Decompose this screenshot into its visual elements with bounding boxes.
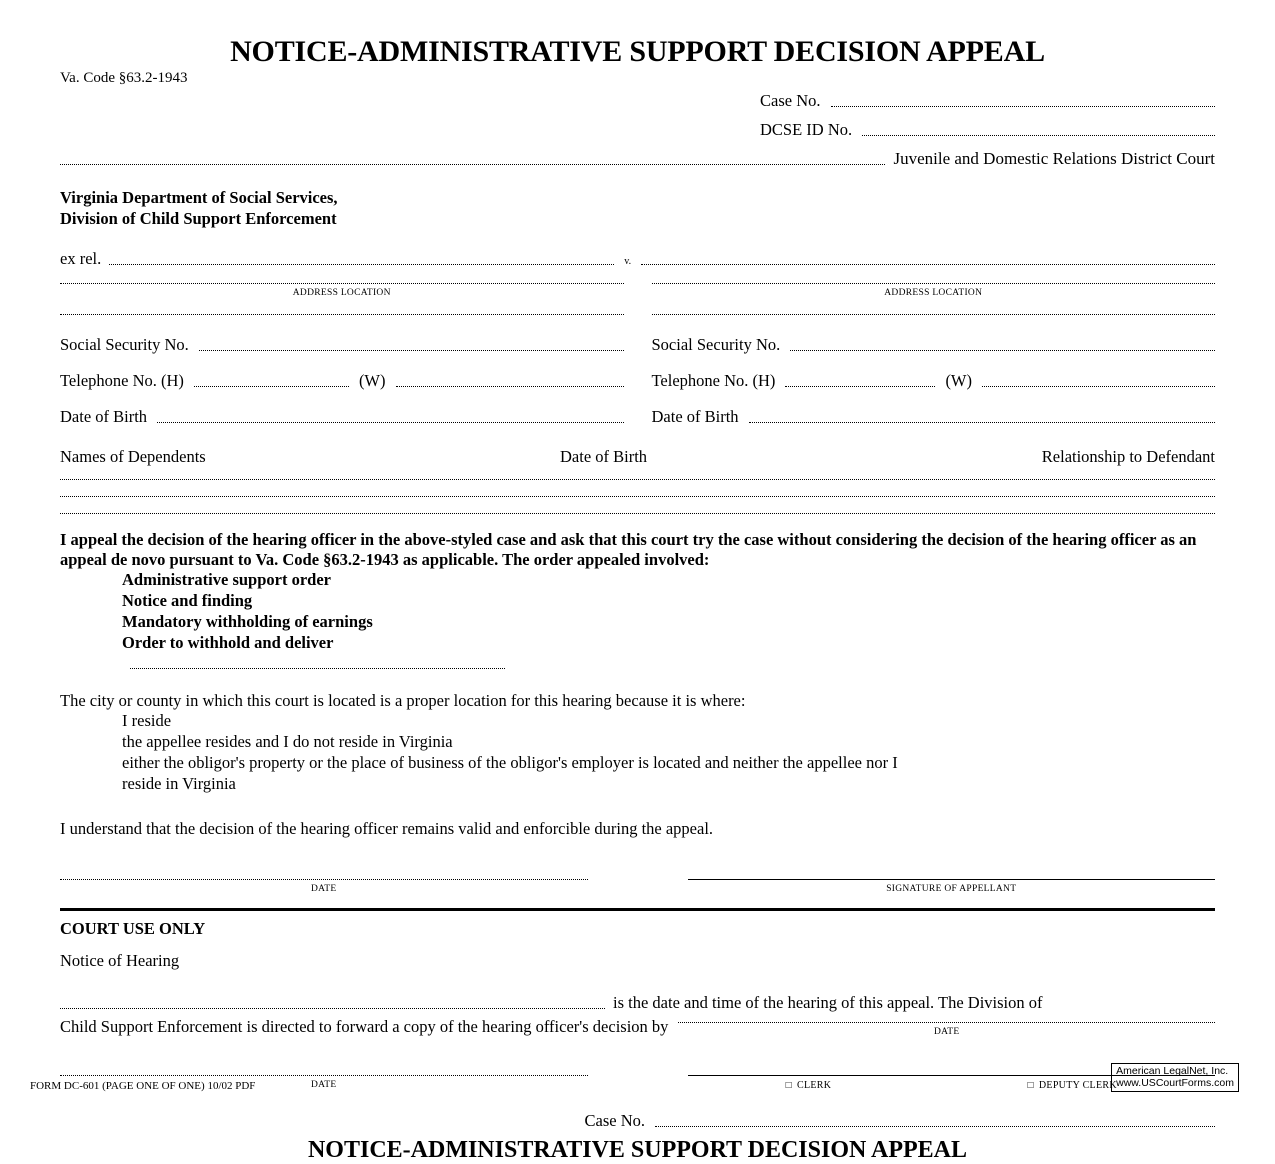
appeal-option-order-to-withhold[interactable]: Order to withhold and deliver bbox=[122, 632, 334, 652]
plaintiff-work-label: (W) bbox=[358, 370, 386, 390]
plaintiff-dob-label: Date of Birth bbox=[60, 406, 148, 426]
bottom-case-no-input[interactable] bbox=[655, 1126, 1215, 1127]
plaintiff-dob-input[interactable] bbox=[157, 422, 623, 423]
defendant-telephone-field bbox=[652, 371, 1216, 391]
plaintiff-telephone-label: Telephone No. (H) bbox=[60, 370, 184, 390]
dcse-id-label: DCSE ID No. bbox=[760, 119, 853, 139]
clerk-label: CLERK bbox=[796, 1079, 832, 1091]
agency-line-1: Virginia Department of Social Services, bbox=[60, 187, 338, 207]
dob-row bbox=[60, 391, 1215, 427]
plaintiff-telephone-work-input[interactable] bbox=[396, 386, 624, 387]
appellant-signature-field bbox=[688, 879, 1216, 894]
case-no-input[interactable] bbox=[831, 106, 1216, 107]
venue-statement: The city or county in which this court is located is a proper location for this hearing because it is where: bbox=[60, 690, 746, 710]
appellant-date-caption: DATE bbox=[311, 883, 337, 894]
plaintiff-telephone-home-input[interactable] bbox=[194, 386, 349, 387]
plaintiff-address-2 bbox=[60, 314, 624, 319]
appeal-options bbox=[122, 570, 1215, 654]
defendant-name-input[interactable] bbox=[641, 264, 1215, 265]
court-date-input[interactable] bbox=[60, 1075, 588, 1076]
forward-copy-row bbox=[60, 1017, 1215, 1037]
appeal-option-administrative-support-order[interactable]: Administrative support order bbox=[122, 569, 331, 589]
plaintiff-address-1 bbox=[60, 283, 624, 298]
plaintiff-address-line2-input[interactable] bbox=[60, 314, 624, 315]
case-identifiers bbox=[60, 91, 1215, 140]
plaintiff-dob-field bbox=[60, 407, 624, 427]
appellant-signature-input[interactable] bbox=[688, 879, 1216, 880]
bottom-title: NOTICE-ADMINISTRATIVE SUPPORT DECISION APPEAL bbox=[307, 1136, 968, 1163]
defendant-ssn-field bbox=[652, 335, 1216, 355]
appellant-date-field bbox=[60, 879, 588, 894]
acknowledgement-statement: I understand that the decision of the hearing officer remains valid and enforcible during the appeal. bbox=[60, 818, 714, 838]
venue-option-i-reside[interactable]: I reside bbox=[122, 710, 172, 730]
ssn-row bbox=[60, 319, 1215, 355]
clerk-checkbox-icon[interactable]: □ bbox=[785, 1079, 792, 1091]
dependent-row-input[interactable] bbox=[60, 513, 1215, 514]
ex-rel-label: ex rel. bbox=[60, 248, 102, 268]
notice-of-hearing-label: Notice of Hearing bbox=[60, 950, 180, 970]
page-title: NOTICE-ADMINISTRATIVE SUPPORT DECISION APPEAL bbox=[230, 35, 1045, 68]
ex-rel-input[interactable] bbox=[109, 264, 614, 265]
agency-block bbox=[60, 187, 1215, 229]
plaintiff-ssn-input[interactable] bbox=[199, 350, 624, 351]
defendant-dob-field bbox=[652, 407, 1216, 427]
hearing-date-text: is the date and time of the hearing of this appeal. The Division of bbox=[613, 992, 1043, 1012]
dcse-id-input[interactable] bbox=[862, 135, 1215, 136]
appeal-other-input[interactable] bbox=[130, 668, 505, 669]
deputy-clerk-checkbox-group[interactable] bbox=[1028, 1080, 1117, 1091]
plaintiff-ssn-field bbox=[60, 335, 624, 355]
venue-option-appellee-resides[interactable]: the appellee resides and I do not reside in Virginia bbox=[122, 731, 453, 751]
court-use-heading: COURT USE ONLY bbox=[60, 918, 206, 938]
form-footer: FORM DC-601 (PAGE ONE OF ONE) 10/02 PDF bbox=[30, 1080, 256, 1092]
appeal-option-notice-and-finding[interactable]: Notice and finding bbox=[122, 590, 253, 610]
defendant-ssn-label: Social Security No. bbox=[651, 334, 781, 354]
signature-row bbox=[60, 879, 1215, 894]
defendant-telephone-label: Telephone No. (H) bbox=[651, 370, 776, 390]
defendant-telephone-home-input[interactable] bbox=[785, 386, 935, 387]
court-name-row bbox=[60, 149, 1215, 169]
defendant-address-caption: ADDRESS LOCATION bbox=[884, 287, 983, 298]
address-row-1 bbox=[60, 283, 1215, 298]
deputy-clerk-label: DEPUTY CLERK bbox=[1038, 1079, 1117, 1091]
bottom-case-no-row bbox=[60, 1111, 1215, 1131]
bottom-case-no-label: Case No. bbox=[584, 1110, 645, 1130]
hearing-date-row bbox=[60, 993, 1215, 1013]
court-date-caption: DATE bbox=[311, 1079, 337, 1090]
deputy-clerk-checkbox-icon[interactable]: □ bbox=[1027, 1079, 1034, 1091]
agency-line-2: Division of Child Support Enforcement bbox=[60, 208, 337, 228]
publisher-name: American LegalNet, Inc. bbox=[1116, 1064, 1229, 1077]
defendant-telephone-work-input[interactable] bbox=[982, 386, 1215, 387]
plaintiff-address-caption: ADDRESS LOCATION bbox=[292, 287, 391, 298]
dcse-id-row bbox=[60, 120, 1215, 140]
venue-option-obligor-property-cont: reside in Virginia bbox=[122, 773, 236, 793]
dependents-col-names: Names of Dependents bbox=[60, 446, 206, 466]
venue-option-obligor-property[interactable]: either the obligor's property or the place of business of the obligor's employer is located and neither the appellee nor I bbox=[122, 752, 898, 772]
ex-rel-row bbox=[60, 249, 1215, 269]
case-no-label: Case No. bbox=[760, 90, 821, 110]
appeal-statement: I appeal the decision of the hearing officer in the above-styled case and ask that this court try the case without considering the decision of the hearing officer as an appeal de novo pursuant to Va. Code §63.2-1943 as applicable. The order appealed involved: bbox=[60, 529, 1197, 569]
defendant-address-2 bbox=[652, 314, 1216, 319]
code-reference: Va. Code §63.2-1943 bbox=[60, 69, 188, 86]
dependents-header bbox=[60, 447, 1215, 467]
court-name-input[interactable] bbox=[60, 164, 885, 165]
defendant-ssn-input[interactable] bbox=[790, 350, 1215, 351]
defendant-dob-input[interactable] bbox=[749, 422, 1215, 423]
appellant-date-input[interactable] bbox=[60, 879, 588, 880]
plaintiff-address-line1-input[interactable] bbox=[60, 283, 624, 284]
versus-label: v. bbox=[624, 255, 632, 267]
defendant-address-line2-input[interactable] bbox=[652, 314, 1216, 315]
dependents-col-relationship: Relationship to Defendant bbox=[1041, 446, 1215, 466]
plaintiff-ssn-label: Social Security No. bbox=[60, 334, 189, 354]
forward-by-date-caption: DATE bbox=[933, 1026, 960, 1037]
publisher-stamp bbox=[1111, 1063, 1239, 1092]
plaintiff-telephone-field bbox=[60, 371, 624, 391]
appeal-option-mandatory-withholding[interactable]: Mandatory withholding of earnings bbox=[122, 611, 373, 631]
dependent-row-input[interactable] bbox=[60, 496, 1215, 497]
court-name-label: Juvenile and Domestic Relations District Court bbox=[893, 148, 1215, 168]
dependent-row-input[interactable] bbox=[60, 479, 1215, 480]
dependents-rows bbox=[60, 479, 1215, 514]
clerk-checkbox-group[interactable] bbox=[786, 1080, 832, 1091]
court-use-divider bbox=[60, 908, 1215, 911]
venue-options bbox=[122, 711, 1215, 795]
publisher-url[interactable]: www.USCourtForms.com bbox=[1116, 1077, 1234, 1090]
forward-copy-text: Child Support Enforcement is directed to forward a copy of the hearing officer's decision by bbox=[60, 1016, 669, 1036]
forward-by-date-input[interactable] bbox=[678, 1022, 1215, 1023]
defendant-address-1 bbox=[652, 283, 1216, 298]
defendant-address-line1-input[interactable] bbox=[652, 283, 1216, 284]
telephone-row bbox=[60, 355, 1215, 391]
dependents-col-dob: Date of Birth bbox=[560, 446, 648, 466]
appellant-signature-caption: SIGNATURE OF APPELLANT bbox=[886, 883, 1017, 894]
defendant-work-label: (W) bbox=[945, 370, 973, 390]
defendant-dob-label: Date of Birth bbox=[651, 406, 739, 426]
case-no-row bbox=[60, 91, 1215, 111]
hearing-date-input[interactable] bbox=[60, 1008, 605, 1009]
